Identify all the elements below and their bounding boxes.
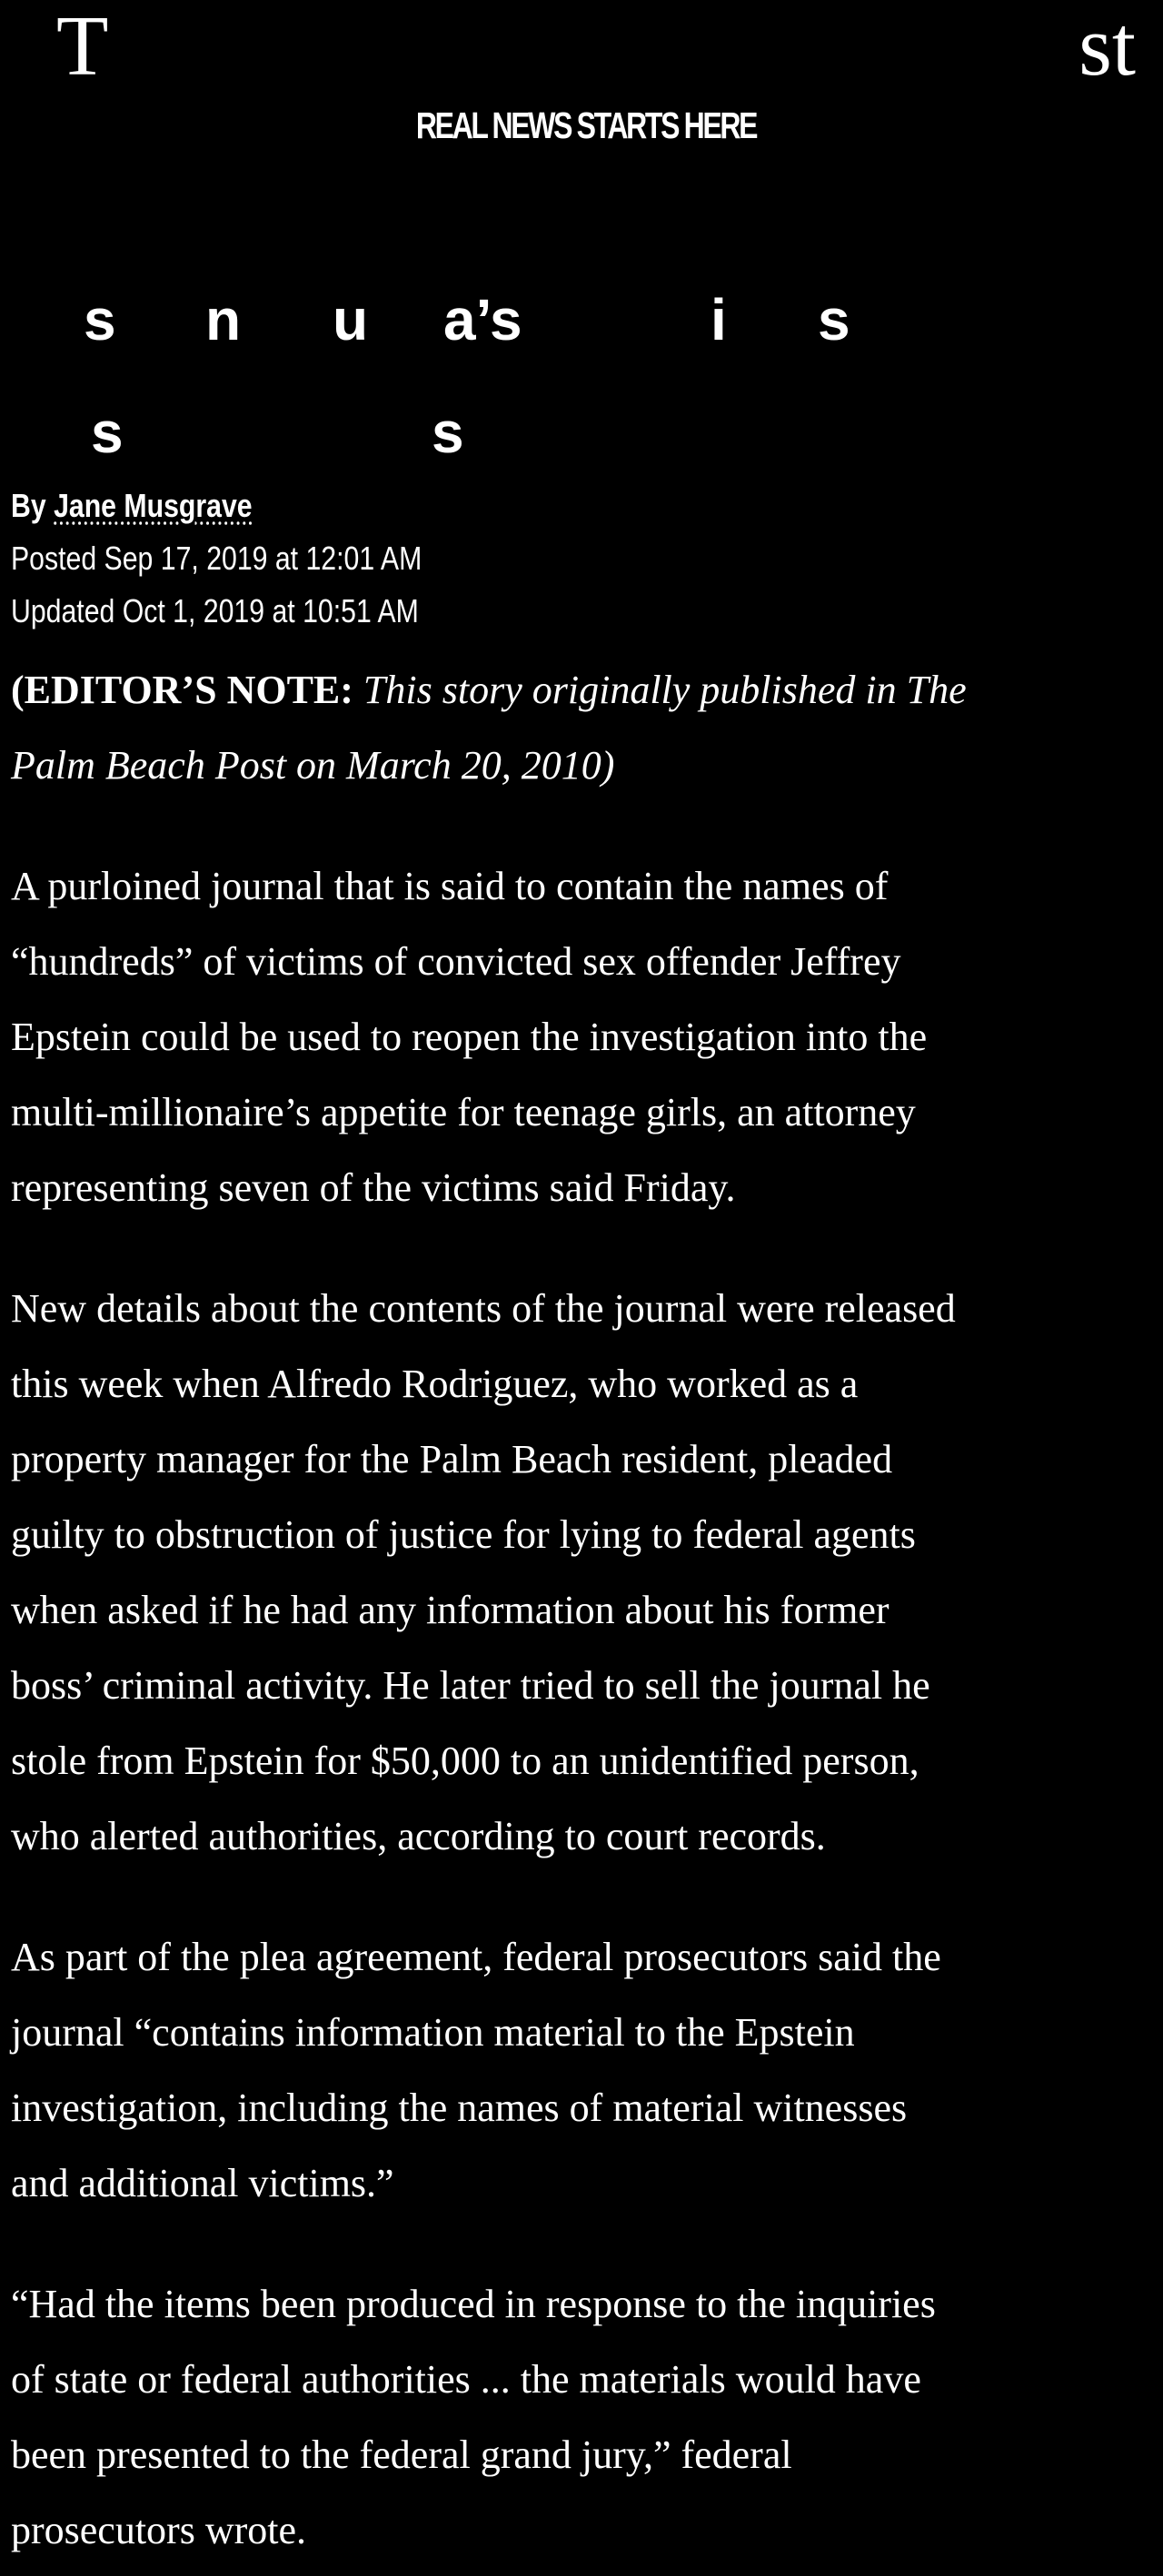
byline-prefix: By [11, 487, 46, 524]
article-paragraph [11, 848, 1163, 1225]
headline-fragment: s [818, 287, 850, 352]
author-link[interactable]: Jane Musgrave [54, 487, 253, 524]
site-logo-right[interactable]: st [1079, 0, 1136, 94]
editor-note-text: This story originally published in The [363, 668, 967, 712]
paragraph-line: been presented to the federal grand jury,” federal [11, 2432, 792, 2477]
paragraph-line: “hundreds” of victims of convicted sex offender Jeffrey [11, 939, 901, 984]
article-paragraph [11, 1271, 1163, 1874]
paragraph-line: guilty to obstruction of justice for lying to federal agents [11, 1512, 916, 1557]
article-byline [11, 480, 422, 638]
paragraph-line: Epstein could be used to reopen the investigation into the [11, 1015, 928, 1059]
paragraph-line: representing seven of the victims said Friday. [11, 1165, 736, 1210]
headline-fragment: s [432, 400, 464, 465]
paragraph-line: multi-millionaire’s appetite for teenage girls, an attorney [11, 1090, 916, 1134]
paragraph-line: As part of the plea agreement, federal prosecutors said the [11, 1935, 941, 1979]
paragraph-line: of state or federal authorities ... the materials would have [11, 2357, 921, 2402]
editor-note [11, 652, 1163, 803]
headline-fragment: n [205, 287, 242, 352]
posted-date: Posted Sep 17, 2019 at 12:01 AM [11, 540, 422, 577]
site-logo-left[interactable]: T [56, 0, 109, 94]
paragraph-line: A purloined journal that is said to contain the names of [11, 864, 889, 908]
paragraph-line: who alerted authorities, according to court records. [11, 1814, 826, 1858]
article-paragraph [11, 1919, 1163, 2221]
headline-fragment: u [333, 287, 369, 352]
masthead [0, 0, 1163, 173]
paragraph-line: boss’ criminal activity. He later tried to sell the journal he [11, 1663, 930, 1708]
paragraph-line: when asked if he had any information about his former [11, 1588, 890, 1632]
paragraph-line: New details about the contents of the journal were released [11, 1286, 956, 1331]
headline-fragment: i [711, 287, 727, 352]
editor-note-label: (EDITOR’S NOTE: [11, 668, 353, 712]
paragraph-line: this week when Alfredo Rodriguez, who worked as a [11, 1362, 859, 1406]
paragraph-line: stole from Epstein for $50,000 to an unidentified person, [11, 1739, 919, 1783]
paragraph-line: and additional victims.” [11, 2161, 394, 2205]
site-tagline: REAL NEWS STARTS HERE [415, 104, 757, 146]
headline-fragment: a’s [443, 287, 522, 352]
paragraph-line: property manager for the Palm Beach resident, pleaded [11, 1437, 893, 1481]
paragraph-line: “Had the items been produced in response to the inquiries [11, 2282, 936, 2326]
headline-fragment: s [91, 400, 124, 465]
byline-author-line [11, 480, 422, 532]
article-body [11, 652, 1163, 2568]
paragraph-line: prosecutors wrote. [11, 2508, 307, 2552]
editor-note-line [11, 652, 1163, 728]
headline-fragment: s [84, 287, 116, 352]
updated-date: Updated Oct 1, 2019 at 10:51 AM [11, 592, 419, 629]
paragraph-line: investigation, including the names of material witnesses [11, 2086, 908, 2130]
article-paragraph [11, 2266, 1163, 2568]
editor-note-text: Palm Beach Post on March 20, 2010) [11, 743, 615, 788]
article-headline [0, 287, 1163, 472]
paragraph-line: journal “contains information material to the Epstein [11, 2010, 855, 2055]
